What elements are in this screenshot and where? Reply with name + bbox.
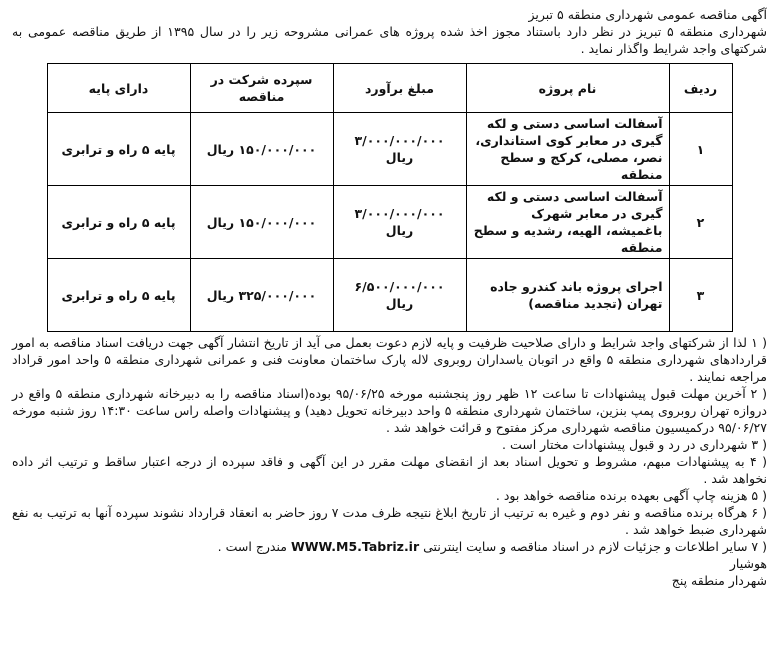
condition-7-suffix: مندرج است . [217, 539, 287, 554]
table-row [47, 259, 732, 332]
header-estimate: مبلغ برآورد [333, 64, 466, 113]
header-deposit: سپرده شرکت در مناقصه [190, 64, 333, 113]
conditions-list [12, 334, 767, 555]
row-number: ۳ [669, 259, 732, 332]
estimate-amount: ۶/۵۰۰/۰۰۰/۰۰۰ ریال [333, 259, 466, 332]
row-number: ۱ [669, 113, 732, 186]
header-row-number: ردیف [669, 64, 732, 113]
project-name: آسفالت اساسی دستی و لکه گیری در معابر کوی استانداری، نصر، مصلی، کرکج و سطح منطقه [466, 113, 669, 186]
project-name: اجرای پروژه باند کندرو جاده تهران (تجدید مناقصه) [466, 259, 669, 332]
table-row [47, 186, 732, 259]
table-row [47, 113, 732, 186]
condition-item: ( ۵ هزینه چاپ آگهی بعهده برنده مناقصه خواهد بود . [495, 488, 767, 503]
condition-item: ( ۶ هرگاه برنده مناقصه و نفر دوم و غیره به ترتیب از تاریخ ابلاغ نتیجه ظرف مدت ۷ روز حاضر به انعقاد قرارداد نشوند سپرده آنها به ترتیب به نفع شهرداری ضبط خواهد شد . [12, 505, 767, 537]
signature-role: شهردار منطقه پنج [671, 573, 767, 588]
project-name: آسفالت اساسی دستی و لکه گیری در معابر شهرک باغمیشه، الهیه، رشدیه و سطح منطقه [466, 186, 669, 259]
condition-item: ( ۴ به پیشنهادات مبهم، مشروط و تحویل اسناد بعد از انقضای مهلت مقرر در این آگهی و فاقد سپرده از درجه اعتبار ساقط و ترتیب اثر داده نخواهد شد . [12, 454, 767, 486]
contractor-grade: پایه ۵ راه و ترابری [47, 186, 190, 259]
website-link[interactable]: WWW.M5.Tabriz.ir [290, 539, 420, 554]
header-project-name: نام پروژه [466, 64, 669, 113]
condition-item: ( ۲ آخرین مهلت قبول پیشنهادات تا ساعت ۱۲ ظهر روز پنجشنبه مورخه ۹۵/۰۶/۲۵ بوده(اسناد مناقصه را به دبیرخانه شهرداری منطقه ۵ واقع در دروازه تهران روبروی پمپ بنزین، ساختمان شهرداری منطقه ۵ واحد دبیرخانه تحویل دهید) و پیشنهادات واصله راس ساعت ۱۴:۳۰ روز شنبه مورخه ۹۵/۰۶/۲۷ درکمیسیون مناقصه شهرداری مرکز مفتوح و قرائت خواهد شد . [12, 386, 767, 435]
condition-7-text: ( ۷ سایر اطلاعات و جزئیات لازم در اسناد مناقصه و سایت اینترنتی [423, 539, 767, 554]
estimate-amount: ۳/۰۰۰/۰۰۰/۰۰۰ ریال [333, 113, 466, 186]
estimate-amount: ۳/۰۰۰/۰۰۰/۰۰۰ ریال [333, 186, 466, 259]
contractor-grade: پایه ۵ راه و ترابری [47, 259, 190, 332]
projects-table [47, 63, 733, 332]
notice-title: آگهی مناقصه عمومی شهرداری منطقه ۵ تبریز [528, 7, 767, 22]
condition-item-7 [12, 538, 767, 555]
header-grade: دارای پایه [47, 64, 190, 113]
condition-item: ( ۳ شهرداری در رد و قبول پیشنهادات مختار است . [502, 437, 767, 452]
condition-item: ( ۱ لذا از شرکتهای واجد شرایط و دارای صلاحیت ظرفیت و پایه لازم دعوت بعمل می آید از تاریخ انتشار آگهی جهت دریافت اسناد مناقصه به امور قراردادهای شهرداری منطقه ۵ واقع در اتوبان یاسداران روبروی لاله پارک ساختمان معاونت فنی و عمرانی شهرداری منطقه ۵ واحد امور قراداد مراجعه نمایند . [12, 335, 767, 384]
notice-intro: شهرداری منطقه ۵ تبریز در نظر دارد باستناد مجوز اخذ شده پروژه های عمرانی مشروحه زیر را در سال ۱۳۹۵ از طریق مناقصه عمومی به شرکتهای واجد شرایط واگذار نماید . [12, 24, 767, 56]
signature-name: هوشیار [729, 556, 767, 571]
deposit-amount: ۱۵۰/۰۰۰/۰۰۰ ریال [190, 113, 333, 186]
contractor-grade: پایه ۵ راه و ترابری [47, 113, 190, 186]
table-header-row [47, 64, 732, 113]
deposit-amount: ۳۲۵/۰۰۰/۰۰۰ ریال [190, 259, 333, 332]
deposit-amount: ۱۵۰/۰۰۰/۰۰۰ ریال [190, 186, 333, 259]
row-number: ۲ [669, 186, 732, 259]
